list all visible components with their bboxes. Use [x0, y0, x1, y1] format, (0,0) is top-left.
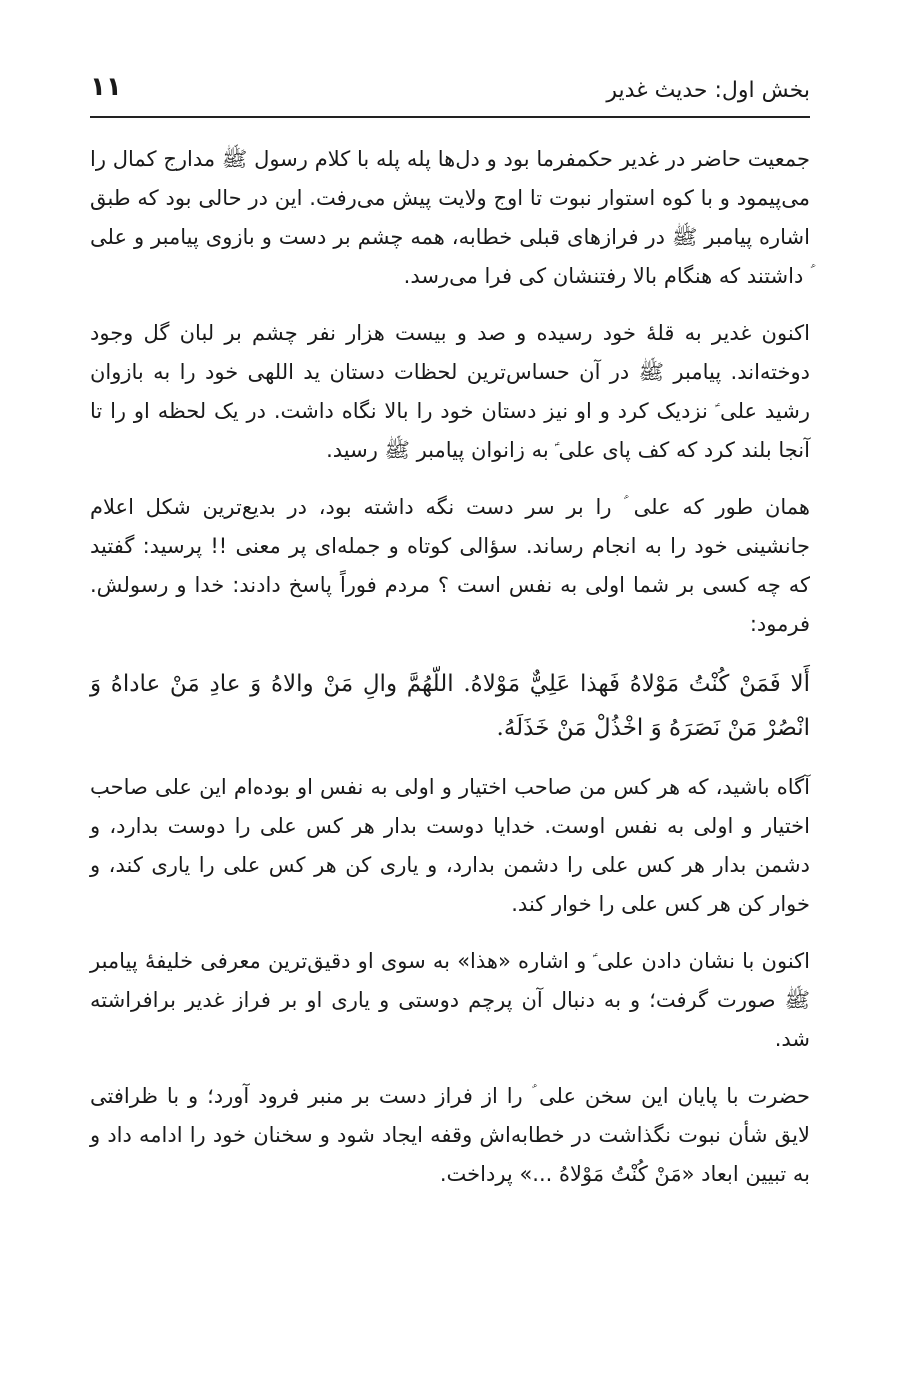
paragraph-translation: آگاه باشید، که هر کس من صاحب اختیار و اولی به نفس او بوده‌ام این علی صاحب اختیار و اولی به نفس اوست. خدایا دوست بدار هر کس علی را دوست بدارد، و دشمن بدار هر کس علی را دشمن بدارد، و یاری کن هر کس علی را یاری کند، و خوار کن هر کس علی را خوار کند. — [90, 775, 810, 916]
page-number: ۱۱ — [90, 72, 122, 102]
page-header — [90, 70, 810, 118]
paragraph-2: اکنون غدیر به قلهٔ خود رسیده و صد و بیست هزار نفر چشم بر لبان گل وجود دوخته‌اند. پیامبر ﷺ در آن حساس‌ترین لحظات دستان ید اللهی خود را به بازوان رشید علی ؑ نزدیک کرد و او نیز دستان خود را بالا نگاه داشت. در یک لحظه او را تا آنجا بلند کرد که کف پای علی ؑ به زانوان پیامبر ﷺ رسید. — [90, 321, 810, 462]
paragraph-1: جمعیت حاضر در غدیر حکمفرما بود و دل‌ها پله پله با کلام رسول ﷺ مدارج کمال را می‌پیمود و با کوه استوار نبوت تا اوج ولایت پیش می‌رفت. این در حالی بود که طبق اشاره پیامبر ﷺ در فرازهای قبلی خطابه، همه چشم بر دست و بازوی پیامبر و علی ؑ داشتند که هنگام بالا رفتنشان کی فرا می‌رسد. — [90, 147, 810, 288]
hadith-quote: أَلا فَمَنْ كُنْتُ مَوْلاهُ فَهذا عَلِيٌّ مَوْلاهُ. اللّهُمَّ والِ مَنْ والاهُ وَ عادِ مَنْ عاداهُ وَ انْصُرْ مَنْ نَصَرَهُ وَ اخْذُلْ مَنْ خَذَلَهُ. — [90, 671, 810, 741]
running-title: بخش اول: حدیث غدیر — [606, 78, 810, 103]
page-body — [90, 140, 810, 1212]
paragraph-3: همان طور که علی ؑ را بر سر دست نگه داشته بود، در بدیع‌ترین شکل اعلام جانشینی خود را به انجام رساند. سؤالی کوتاه و جمله‌ای پر معنی !! پرسید: گفتید که چه کسی بر شما اولی به نفس است ؟ مردم فوراً پاسخ دادند: خدا و رسولش. فرمود: — [90, 495, 810, 636]
paragraph-7: حضرت با پایان این سخن علی ؑ را از فراز دست بر منبر فرود آورد؛ و با ظرافتی لایق شأن نبوت نگذاشت در خطابه‌اش وقفه ایجاد شود و سخنان خود را ادامه داد و به تبیین ابعاد «مَنْ كُنْتُ مَوْلاهُ ...» پرداخت. — [90, 1084, 810, 1186]
paragraph-6: اکنون با نشان دادن علی ؑ و اشاره «هذا» به سوی او دقیق‌ترین معرفی خلیفهٔ پیامبر ﷺ صورت گرفت؛ و به دنبال آن پرچم دوستی و یاری او بر فراز غدیر برافراشته شد. — [90, 949, 810, 1051]
